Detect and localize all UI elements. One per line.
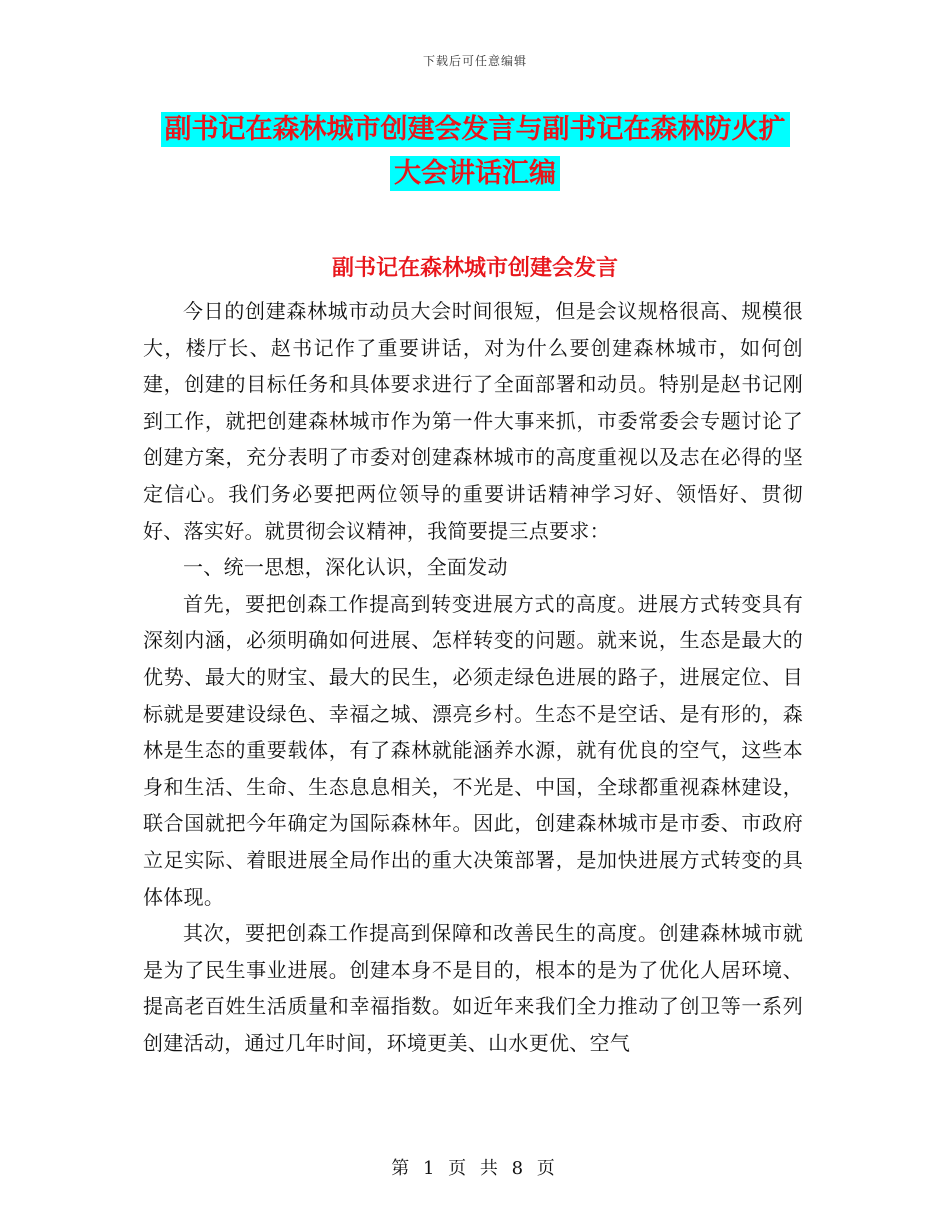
- main-title-line-2: 大会讲话汇编: [390, 156, 560, 191]
- paragraph-first: 首先，要把创森工作提高到转变进展方式的高度。进展方式转变具有深刻内涵，必须明确如何进展、怎样转变的问题。就来说，生态是最大的优势、最大的财宝、最大的民生，必须走绿色进展的路子，进展定位、目标就是要建设绿色、幸福之城、漂亮乡村。生态不是空话、是有形的，森林是生态的重要载体，有了森林就能涵养水源，就有优良的空气，这些本身和生活、生命、生态息息相关，不光是、中国，全球都重视森林建设，联合国就把今年确定为国际森林年。因此，创建森林城市是市委、市政府立足实际、着眼进展全局作出的重大决策部署，是加快进展方式转变的具体体现。: [143, 591, 803, 909]
- paragraph-heading-1: 一、统一思想，深化认识，全面发动: [183, 555, 508, 580]
- paragraph-second: 其次，要把创森工作提高到保障和改善民生的高度。创建森林城市就是为了民生事业进展。创建本身不是目的，根本的是为了优化人居环境、提高老百姓生活质量和幸福指数。如近年来我们全力推动了创卫等一系列创建活动，通过几年时间，环境更美、山水更优、空气: [143, 921, 803, 1055]
- header-note: 下载后可任意编辑: [422, 54, 527, 68]
- section-title: 副书记在森林城市创建会发言: [331, 256, 618, 281]
- paragraph-intro: 今日的创建森林城市动员大会时间很短，但是会议规格很高、规模很大，楼厅长、赵书记作了重要讲话，对为什么要创建森林城市，如何创建，创建的目标任务和具体要求进行了全面部署和动员。特别是赵书记刚到工作，就把创建森林城市作为第一件大事来抓，市委常委会专题讨论了创建方案，充分表明了市委对创建森林城市的高度重视以及志在必得的坚定信心。我们务必要把两位领导的重要讲话精神学习好、领悟好、贯彻好、落实好。就贯彻会议精神，我简要提三点要求：: [143, 299, 803, 543]
- main-title-line-1: 副书记在森林城市创建会发言与副书记在森林防火扩: [161, 112, 790, 147]
- body-text: [143, 293, 803, 1061]
- main-title: [140, 110, 810, 194]
- page-footer: 第 1 页 共 8 页: [391, 1158, 559, 1179]
